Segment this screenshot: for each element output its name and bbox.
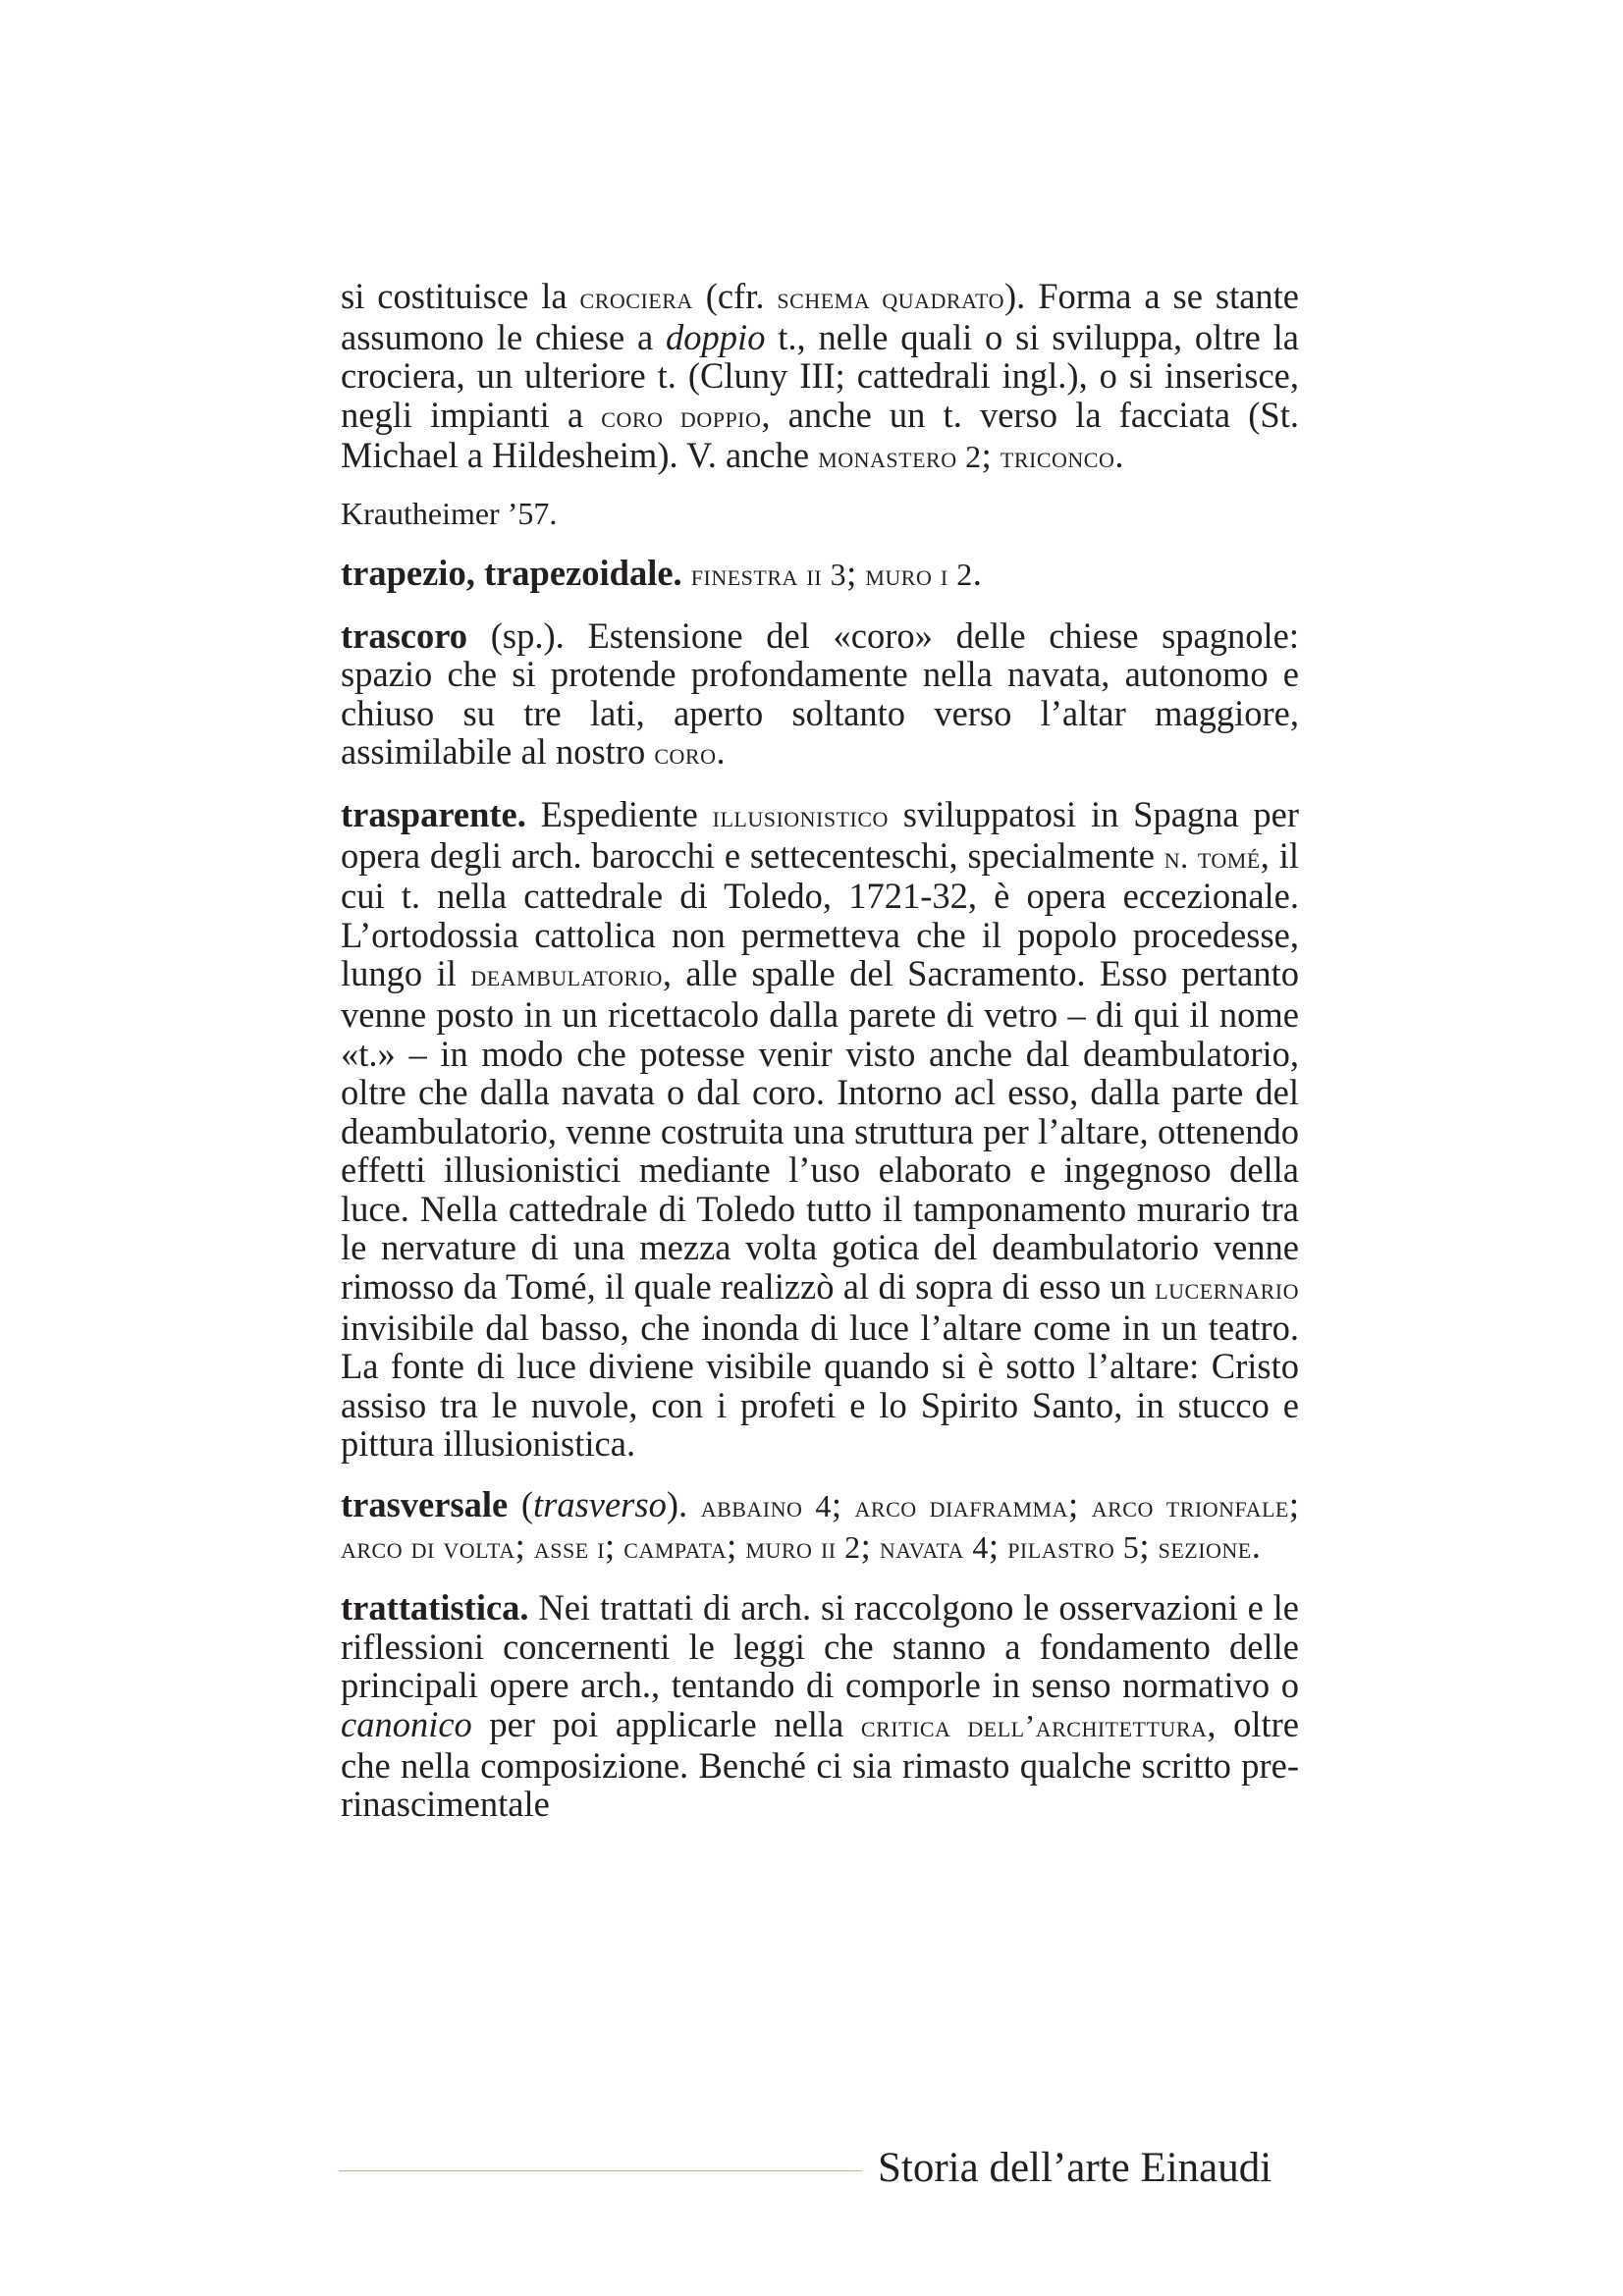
body-text: (sp.). Estensione del «coro» delle chiese spagnole: spazio che si protende profondamente nella navata, autonomo e chiuso su tre lati, aperto soltanto verso l’altar maggiore, assimilabile al nostro	[341, 614, 1299, 773]
body-text: .	[1251, 1524, 1261, 1566]
cross-reference: coro doppio	[601, 398, 762, 434]
headword: trapezio, trapezoidale.	[341, 552, 682, 593]
body-text	[682, 553, 691, 593]
body-text: ;	[605, 1524, 624, 1566]
cross-reference: pilastro 5	[1007, 1528, 1140, 1565]
cross-reference: deambulatorio	[470, 957, 663, 993]
cross-reference: asse i	[533, 1528, 606, 1565]
body-text: t., nelle quali o si sviluppa, oltre la crociera, un ulteriore t. (Cluny III; cattedrali ingl.), o si inserisce, negli impianti a	[341, 316, 1299, 435]
entry-trasversale	[341, 1485, 1299, 1567]
cross-reference: muro ii 2	[745, 1528, 861, 1565]
body-text: invisibile dal basso, che inonda di luce l’altare come in un teatro. La fonte di luce diviene visibile quando si è sotto l’altare: Cristo assiso tra le nuvole, con i profeti e lo Spirito Santo, in stucco e pittura illusionistica.	[341, 1307, 1299, 1465]
footer-rule	[339, 2170, 862, 2171]
body-text: sviluppatosi in Spagna per opera degli arch. barocchi e settecenteschi, specialmente	[341, 793, 1299, 876]
body-text: si costituisce la	[341, 276, 580, 316]
cross-reference: crociera	[579, 280, 693, 315]
body-text: Nei trattati di arch. si raccolgono le osservazioni e le riflessioni concernenti le leggi che stanno a fondamento delle principali opere arch., tentando di comporle in senso normativo o	[341, 1587, 1299, 1706]
italic-term: canonico	[341, 1704, 472, 1744]
headword: trasversale	[341, 1484, 509, 1525]
cross-reference: coro	[654, 735, 717, 772]
cross-reference: muro i 2	[865, 556, 973, 592]
body-text: .	[972, 552, 982, 593]
italic-term: trasverso	[532, 1484, 667, 1525]
body-text: ;	[1288, 1484, 1300, 1525]
body-text: per poi applicarle nella	[471, 1704, 861, 1744]
body-text: ;	[1139, 1524, 1159, 1566]
body-text: ;	[846, 552, 866, 593]
cross-reference: lucernario	[1155, 1270, 1299, 1307]
cross-reference: navata 4	[879, 1528, 989, 1565]
cross-reference: arco trionfale	[1091, 1488, 1289, 1524]
body-text: .	[1114, 435, 1124, 476]
body-text: , oltre che nella composizione. Benché ci sia rimasto qualche scritto pre-rinascimentale	[341, 1704, 1300, 1825]
cross-reference: arco di volta	[341, 1528, 515, 1565]
entry-continuation	[341, 277, 1299, 477]
body-text: , anche un t. verso la facciata (St. Michael a Hildesheim). V. anche	[341, 394, 1299, 476]
body-text: Espediente	[525, 793, 713, 834]
body-text: ;	[514, 1524, 534, 1566]
cross-reference: critica dell’architettura	[860, 1708, 1208, 1743]
body-text: ;	[988, 1524, 1008, 1566]
cross-reference: schema quadrato	[777, 280, 1004, 315]
body-text: ;	[981, 435, 1001, 476]
body-text: ). Forma a se stante assumono le chiese a	[341, 276, 1299, 357]
body-text: , alle spalle del Sacramento. Esso pertanto venne posto in un ricettacolo dalla parete di vetro – di qui il nome «t.» – in modo che potesse venir visto anche dal deambulatorio, oltre che dalla navata o dal coro. Intorno acl esso, dalla parte del deambulatorio, venne costruita una struttura per l’altare, ottenendo effetti illusionistici mediante l’uso elaborato e ingegnoso della luce. Nella cattedrale di Toledo tutto il tamponamento murario tra le nervature di una mezza volta gotica del deambulatorio venne rimosso da Tomé, il quale realizzò al di sopra di esso un	[341, 953, 1299, 1308]
body-text: (	[508, 1484, 533, 1525]
body-text: , il cui t. nella cattedrale di Toledo, 1721-32, è opera eccezionale. L’ortodossia cattolica non permetteva che il popolo procedesse, lungo il	[341, 834, 1299, 994]
body-text: ;	[831, 1484, 855, 1525]
entry-trasparente	[341, 795, 1299, 1464]
cross-reference: monastero 2	[818, 439, 982, 475]
text-column	[341, 277, 1299, 1845]
entry-trapezio	[341, 554, 1299, 595]
headword: trasparente.	[341, 793, 526, 834]
cross-reference: abbaino 4	[700, 1488, 832, 1524]
cross-reference: triconco	[1000, 439, 1115, 475]
body-text: ).	[666, 1484, 701, 1525]
bibliography-reference: Krautheimer ’57.	[341, 495, 558, 531]
body-text: .	[716, 731, 726, 773]
cross-reference: finestra ii 3	[690, 556, 847, 592]
body-text: (cfr.	[692, 276, 778, 316]
cross-reference: sezione	[1158, 1528, 1252, 1565]
cross-reference: arco diaframma	[854, 1488, 1069, 1524]
entry-trascoro	[341, 616, 1299, 774]
body-text: ;	[1068, 1484, 1092, 1525]
cross-reference: illusionistico	[712, 797, 889, 833]
entry-trattatistica	[341, 1588, 1299, 1824]
italic-term: doppio	[666, 316, 766, 357]
footer-title: Storia dell’arte Einaudi	[878, 2145, 1272, 2191]
body-text: ;	[727, 1524, 746, 1566]
cross-reference: campata	[623, 1528, 728, 1565]
headword: trascoro	[341, 614, 468, 656]
cross-reference: n. tomé	[1163, 838, 1261, 875]
headword: trattatistica.	[341, 1587, 529, 1629]
body-text: ;	[860, 1524, 880, 1566]
